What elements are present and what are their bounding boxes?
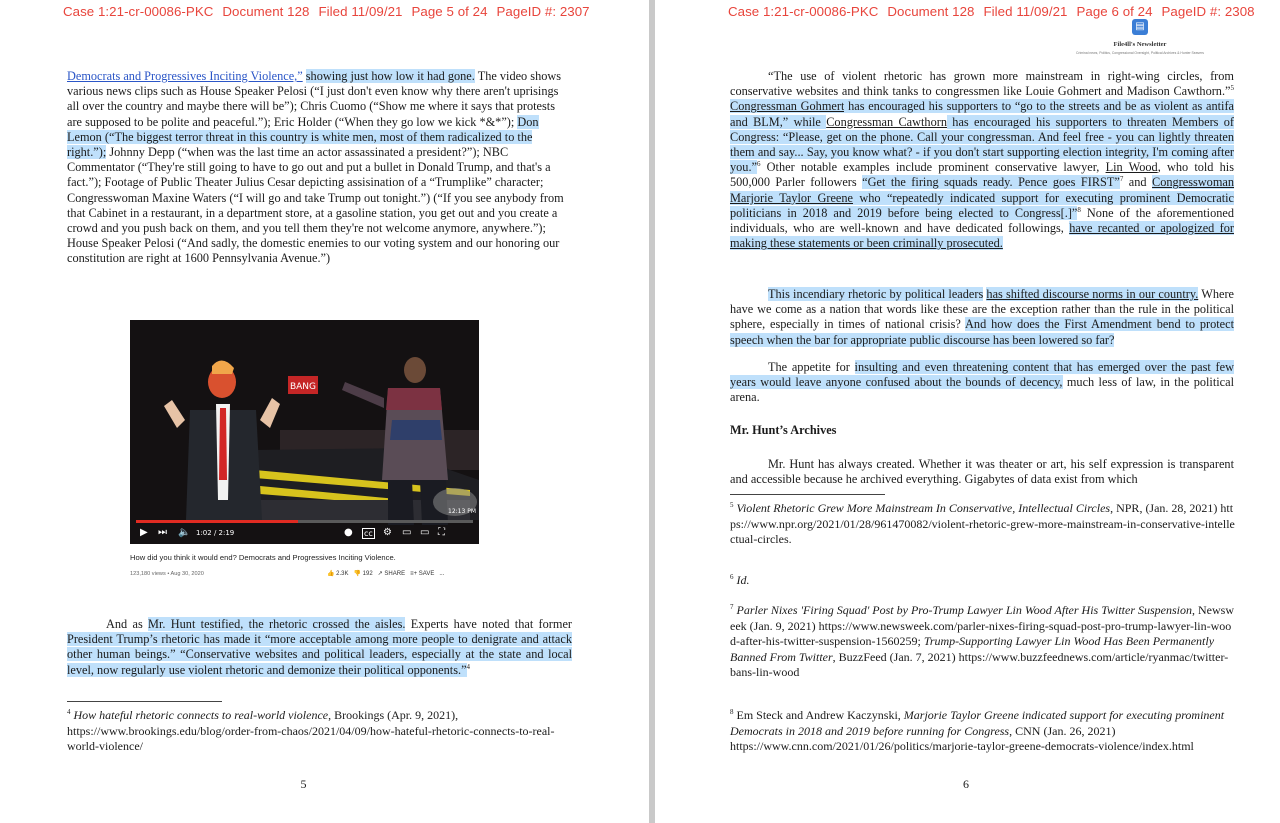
footnote-title: Marjorie Taylor Greene indicated support for executing prominent Democrats in 2018 and 2019 before running for Congress xyxy=(730,708,1225,738)
save-button[interactable]: SAVE xyxy=(418,571,435,577)
autoplay-toggle-icon[interactable]: ● xyxy=(344,527,353,538)
theater-mode-icon[interactable]: ▭ xyxy=(420,527,430,538)
footnote-rule xyxy=(67,701,222,702)
highlight: has shifted discourse norms in our country. xyxy=(986,287,1199,301)
text: Other notable examples include prominent conservative lawyer, xyxy=(760,160,1106,175)
highlight: showing just how low it had gone. xyxy=(305,69,475,83)
text: much less of law, in the political arena. xyxy=(730,375,1234,405)
footnote-title: Trump-Supporting Lawyer Lin Wood Has Been Permanently Banned From Twitter xyxy=(730,634,1215,664)
footnote-4 xyxy=(67,708,572,755)
section-heading: Mr. Hunt’s Archives xyxy=(730,423,837,437)
footnote-citation: , NPR, (Jan. 28, 2021) https://www.npr.org/2021/01/28/961470082/violent-rhetoric-grew-more-mainstream-in-conservative-intellectual-circles. xyxy=(730,501,1235,546)
text: , who told his 500,000 Parler followers xyxy=(730,160,1234,190)
video-actions xyxy=(327,570,444,577)
text: and xyxy=(1123,175,1153,190)
highlight: This incendiary rhetoric by political leaders xyxy=(768,287,984,301)
page-number: 5 xyxy=(300,777,307,791)
text: Johnny Depp (“when was the last time an actor assassinated a president?”); NBC Commentator (“They're still going to have to go out and put a bullet in Donald Trump, and that's a fact.”); Footage of Public Theater Julius Cesar depicting assisination of a “Trumplike” character; Congresswoman Maxine Waters (“I will go and take Trump out tonight.”) (“If you see anybody from that Cabinet in a restaurant, in a department store, at a gasoline station, you get out and you create a crowd and you push back on them, and you tell them they're not welcome anymore, anywhere.”); House Speaker Pelosi (“And sadly, the domestic enemies to our voting system and our honoring our constitution are right at 1600 Pennsylvania Avenue.”) xyxy=(67,145,564,266)
footnote-ref[interactable]: 6 xyxy=(756,160,761,169)
filed-date: Filed 11/09/21 xyxy=(318,4,403,19)
next-icon[interactable]: ⏭ xyxy=(158,527,167,538)
embedded-video-player[interactable] xyxy=(130,320,479,544)
page-6 xyxy=(655,0,1280,823)
page-id: PageID #: 2308 xyxy=(1161,4,1255,19)
settings-gear-icon[interactable]: ⚙ xyxy=(383,527,392,538)
highlight: Mr. Hunt testified, the rhetoric crossed the aisles. xyxy=(148,617,406,631)
footnote-number: 7 xyxy=(730,603,734,611)
footnote-title: Parler Nixes 'Firing Squad' Post by Pro-Trump Lawyer Lin Wood After His Twitter Suspension xyxy=(736,603,1192,617)
footnote-author: Em Steck and Andrew Kaczynski, xyxy=(736,708,904,722)
newsletter-logo-icon[interactable]: ▤ xyxy=(1132,19,1148,35)
highlight: have recanted or apologized for making these statements or been criminally prosecuted. xyxy=(730,221,1234,251)
case-number: Case 1:21-cr-00086-PKC xyxy=(63,4,214,19)
page-count: Page 5 of 24 xyxy=(411,4,488,19)
footnote-5 xyxy=(730,501,1235,548)
video-title: How did you think it would end? Democrats and Progressives Inciting Violence. xyxy=(130,553,396,562)
text: Mr. Hunt has always created. Whether it was theater or art, his self expression is transparent and accessible because he archived everything. Gigabytes of data exist from which xyxy=(730,457,1234,487)
text: “The use of violent rhetoric has grown more mainstream in right-wing circles, from conservative websites and think tanks to congressmen like Louie Gohmert and Madison Cawthorn.” xyxy=(730,69,1234,99)
highlight: has encouraged his supporters to “go to the streets and be as violent as antifa and BLM,” while xyxy=(730,99,1234,129)
dislike-icon[interactable]: 👎 xyxy=(353,571,361,577)
highlight: “Get the firing squads ready. Pence goes FIRST” xyxy=(862,175,1120,190)
video-controls xyxy=(130,508,479,544)
text: The appetite for xyxy=(768,360,855,374)
highlight: insulting and even threatening content that has emerged over the past few years would leave anyone confused about the bounds of decency, xyxy=(730,360,1234,390)
page-count: Page 6 of 24 xyxy=(1076,4,1153,19)
footnote-number: 4 xyxy=(67,708,71,716)
highlight: has encouraged his supporters to threaten Members of Congress: “Please, get on the phone. Call your congressman. And feel free - you can lightly threaten them and say... Say, you know what? - if you don't start supporting election integrity, I'm coming after you.” xyxy=(730,114,1235,175)
footnote-title: How hateful rhetoric connects to real-world violence xyxy=(73,708,329,722)
highlight: Congresswoman Marjorie Taylor Greene xyxy=(730,175,1235,205)
share-button[interactable]: SHARE xyxy=(384,571,406,577)
footnote-number: 6 xyxy=(730,573,734,581)
footnote-6 xyxy=(730,573,1235,589)
share-icon[interactable]: ↗ xyxy=(377,571,383,577)
bang-sign: BANG xyxy=(289,382,317,392)
text: None of the aforementioned individuals, who are well-known and have dedicated followings, xyxy=(730,205,1234,236)
highlight: President Trump’s rhetoric has made it “more acceptable among more people to denigrate and attack other human beings.” “Conservative websites and political leaders, especially at the state and local level, now regularly use violent rhetoric and demonize their political opponents.” xyxy=(67,632,572,677)
newsletter-title: File4ll's Newsletter xyxy=(1113,41,1167,48)
footnote-ref[interactable]: 5 xyxy=(1230,84,1234,93)
highlight: And how does the First Amendment bend to protect speech when the bar for appropriate public discourse has been lowered so far? xyxy=(730,317,1234,347)
paragraph-rhetoric xyxy=(67,617,572,678)
highlight: Congressman Gohmert xyxy=(730,99,845,114)
case-number: Case 1:21-cr-00086-PKC xyxy=(728,4,879,19)
paragraph-incendiary-rhetoric xyxy=(730,287,1234,348)
underlined-text: Congressman Cawthorn xyxy=(826,114,947,129)
newsletter-tagline: Criminal news, Politics, Congressional Oversight, Political Archives & Hunter Seavers xyxy=(1076,51,1204,55)
text: Where have we come as a nation that words like these are the exception rather than the rule in the political sphere, especially in times of national crisis? xyxy=(730,287,1234,332)
footnote-ref[interactable]: 4 xyxy=(466,662,471,671)
paragraph-video-description xyxy=(67,69,570,267)
dislike-count: 192 xyxy=(362,571,373,577)
document-number: Document 128 xyxy=(887,4,975,19)
play-icon[interactable]: ▶ xyxy=(140,527,148,538)
fullscreen-icon[interactable]: ⛶ xyxy=(438,527,445,538)
highlight: who “repeatedly indicated support for executing prominent Democratic politicians in 2018 and 2019 before being elected to Congress[.]” xyxy=(730,190,1234,220)
footnote-8 xyxy=(730,708,1235,755)
text: Experts have noted that former xyxy=(405,617,572,631)
save-icon[interactable]: ≡+ xyxy=(410,571,418,577)
volume-icon[interactable]: 🔈 xyxy=(178,527,191,538)
text: The video shows various news clips such as House Speaker Pelosi (“I just don't even know why there aren't uprisings all over the country and maybe there will be”); Chris Cuomo (“Show me where it says that protests are supposed to be polite and peaceful.”); Eric Holder (“When they go low we kick *&*”); xyxy=(67,69,562,129)
footnote-ref[interactable]: 7 xyxy=(1119,175,1124,184)
page-id: PageID #: 2307 xyxy=(496,4,590,19)
case-header xyxy=(63,4,599,19)
footnote-title: Id. xyxy=(736,573,750,587)
captions-icon[interactable]: cc xyxy=(364,529,373,538)
footnote-number: 5 xyxy=(730,501,734,509)
paragraph-violent-rhetoric xyxy=(730,69,1234,251)
corner-timestamp: 12:13 PM xyxy=(448,508,476,515)
footnote-number: 8 xyxy=(730,708,734,716)
underlined-text: Lin Wood xyxy=(1105,160,1158,175)
paragraph-appetite xyxy=(730,360,1234,406)
footnote-rule xyxy=(730,494,885,495)
video-time: 1:02 / 2:19 xyxy=(196,529,235,537)
footnote-citation: , BuzzFeed (Jan. 7, 2021) https://www.buzzfeednews.com/article/ryanmac/twitter-bans-lin-wood xyxy=(730,649,1229,679)
text: And as xyxy=(106,617,149,631)
paragraph-archives xyxy=(730,457,1234,487)
video-link[interactable]: Democrats and Progressives Inciting Violence,” xyxy=(67,69,303,83)
footnote-citation: , Newsweek (Jan. 9, 2021) https://www.newsweek.com/parler-nixes-firing-squad-post-pro-trump-lawyer-lin-wood-after-his-twitter-suspension-1560259; xyxy=(730,603,1234,648)
like-count: 2.3K xyxy=(336,571,349,577)
footnote-title: Violent Rhetoric Grew More Mainstream In Conservative, Intellectual Circles xyxy=(736,501,1111,515)
video-meta: 123,180 views • Aug 30, 2020 xyxy=(130,571,204,577)
highlight: Don Lemon (“The biggest terror threat in this country is white men, most of them radicalized to the right.”); xyxy=(67,114,539,160)
footnote-7 xyxy=(730,603,1235,681)
video-frame-illustration xyxy=(130,320,479,544)
footnote-citation: , CNN (Jan. 26, 2021) https://www.cnn.com/2021/01/26/politics/marjorie-taylor-greene-democrats-violence/index.html xyxy=(730,723,1194,753)
miniplayer-icon[interactable]: ▭ xyxy=(402,527,412,538)
case-header xyxy=(728,4,1264,19)
like-icon[interactable]: 👍 xyxy=(327,571,335,577)
footnote-citation: , Brookings (Apr. 9, 2021), https://www.brookings.edu/blog/order-from-chaos/2021/04/09/how-hateful-rhetoric-connects-to-real-world-violence/ xyxy=(67,708,555,753)
page-number: 6 xyxy=(963,777,969,791)
footnote-ref[interactable]: 8 xyxy=(1077,205,1081,214)
document-number: Document 128 xyxy=(222,4,310,19)
filed-date: Filed 11/09/21 xyxy=(983,4,1068,19)
more-button[interactable]: ... xyxy=(439,571,445,577)
